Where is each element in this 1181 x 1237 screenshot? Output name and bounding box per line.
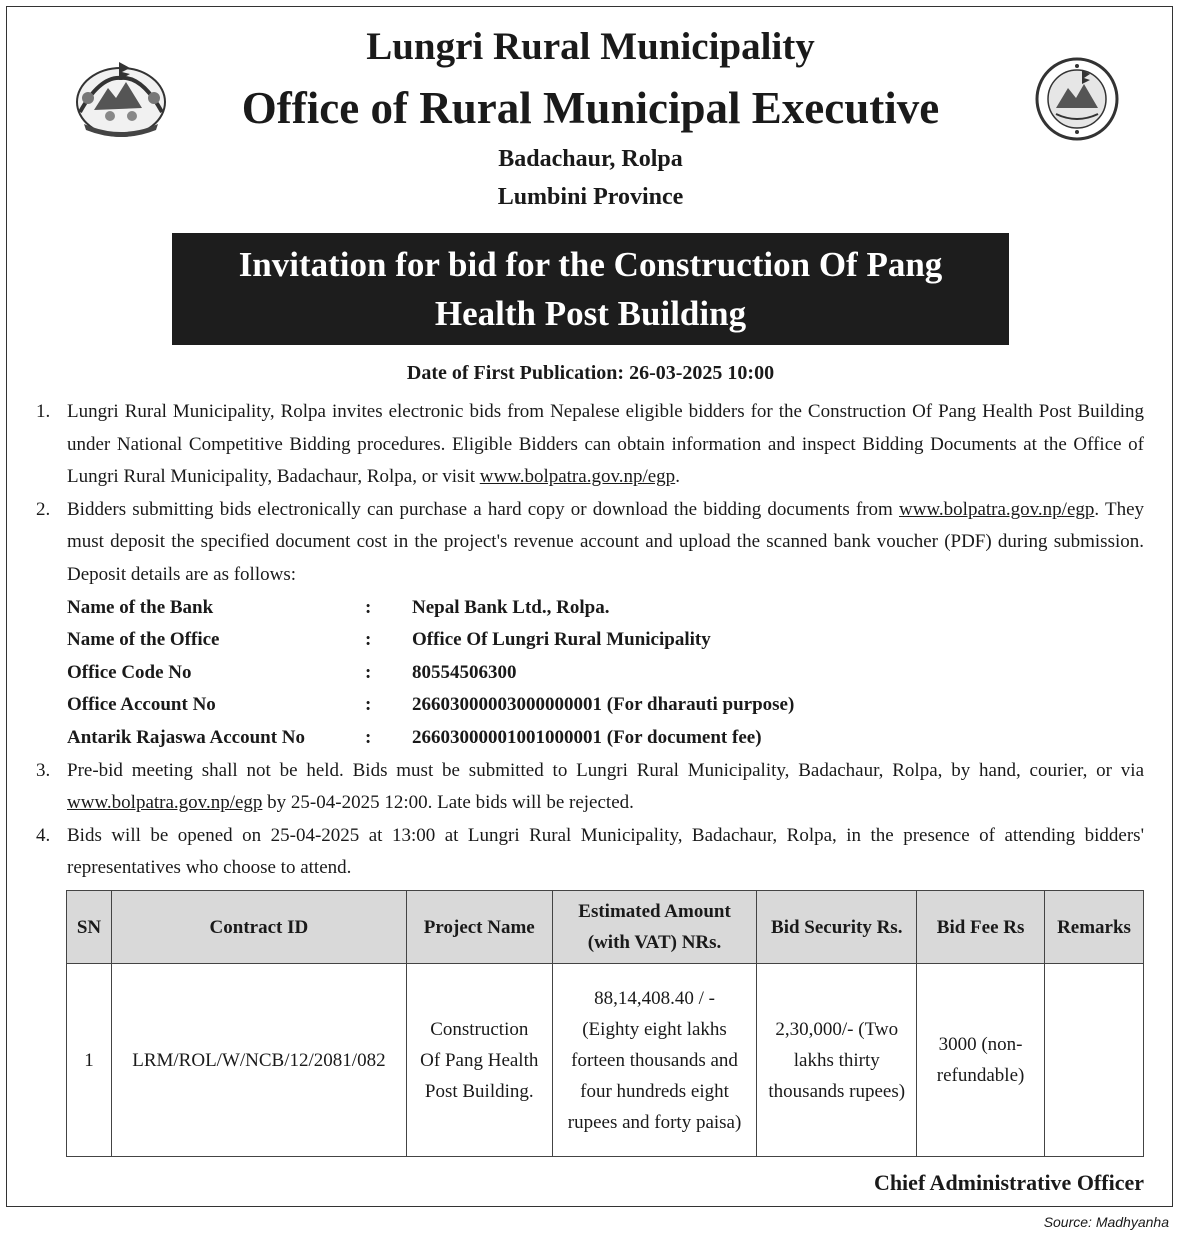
cell-remarks (1045, 964, 1144, 1157)
project-name-line: Of Pang Health (420, 1049, 539, 1071)
deposit-details (67, 592, 1144, 755)
cell-estimated-amount (552, 964, 757, 1157)
clause-text-end: . They must deposit the specified document cost in the project's revenue account and upload the scanned bank voucher (PDF) during submission. Deposit details are as follows: (67, 498, 1145, 585)
clause-3 (36, 755, 1144, 820)
fee-line: refundable) (936, 1065, 1025, 1086)
col-header-estimated-amount-line-2: (with VAT) NRs. (587, 932, 722, 953)
deposit-value: Nepal Bank Ltd., Rolpa. (412, 596, 610, 618)
deposit-label: Name of the Bank (67, 596, 214, 618)
col-header-bid-fee: Bid Fee Rs (917, 891, 1045, 964)
office-title: Office of Rural Municipal Executive (241, 83, 940, 133)
security-line: 2,30,000/- (Two (775, 1018, 899, 1040)
fee-line: 3000 (non- (938, 1034, 1023, 1055)
deposit-value: 26603000001001000001 (For document fee) (412, 726, 762, 748)
notice-body (36, 396, 1144, 885)
notice-title-banner (172, 233, 1009, 345)
amount-line: forteen thousands and (571, 1049, 738, 1071)
amount-line: 88,14,408.40 / - (594, 987, 715, 1009)
clause-number: 4. (36, 824, 51, 846)
amount-line: (Eighty eight lakhs (582, 1018, 727, 1040)
cell-contract-id: LRM/ROL/W/NCB/12/2081/082 (111, 964, 406, 1157)
table-header-row (67, 891, 1144, 964)
deposit-row-office-code (67, 657, 1144, 690)
col-header-project-name: Project Name (406, 891, 552, 964)
cell-bid-fee (917, 964, 1045, 1157)
clause-number: 2. (36, 498, 51, 520)
col-header-remarks: Remarks (1045, 891, 1144, 964)
table-row (67, 964, 1144, 1157)
office-province: Lumbini Province (497, 184, 684, 210)
deposit-colon: : (365, 629, 372, 651)
bid-table (66, 890, 1144, 1157)
egp-link[interactable]: www.bolpatra.gov.np/egp (898, 498, 1095, 520)
project-name-line: Construction (430, 1018, 529, 1040)
signatory-title: Chief Administrative Officer (873, 1170, 1144, 1195)
clause-text-end: . (675, 466, 680, 488)
banner-line-2: Health Post Building (434, 294, 747, 333)
amount-line: rupees and forty paisa) (567, 1111, 742, 1133)
clause-text-end: by 25-04-2025 12:00. Late bids will be rejected. (262, 792, 634, 814)
egp-link[interactable]: www.bolpatra.gov.np/egp (67, 792, 263, 814)
clause-2 (36, 494, 1144, 592)
deposit-row-office (67, 624, 1144, 657)
deposit-colon: : (365, 694, 372, 716)
clause-number: 3. (36, 759, 51, 781)
clause-text: Pre-bid meeting shall not be held. Bids must be submitted to Lungri Rural Municipality, Badachaur, Rolpa, by hand, courier, or via (67, 759, 1144, 781)
project-name-line: Post Building. (424, 1080, 534, 1102)
deposit-row-revenue-account (67, 722, 1144, 755)
deposit-value: Office Of Lungri Rural Municipality (412, 629, 711, 651)
amount-line: four hundreds eight (580, 1080, 729, 1102)
deposit-value: 80554506300 (412, 661, 517, 683)
col-header-contract-id: Contract ID (111, 891, 406, 964)
col-header-estimated-amount-line-1: Estimated Amount (578, 901, 731, 922)
clause-number: 1. (36, 401, 51, 422)
deposit-colon: : (365, 661, 372, 683)
col-header-sn: SN (67, 891, 112, 964)
deposit-label: Office Code No (67, 661, 192, 683)
source-credit: Source: Madhyanha (1043, 1214, 1169, 1230)
deposit-label: Name of the Office (67, 629, 220, 651)
clause-1 (36, 396, 1144, 494)
clause-text: Bidders submitting bids electronically can purchase a hard copy or download the bidding documents from (67, 498, 899, 520)
deposit-colon: : (365, 596, 372, 618)
deposit-label: Antarik Rajaswa Account No (67, 726, 306, 748)
col-header-estimated-amount (552, 891, 757, 964)
cell-sn: 1 (67, 964, 112, 1157)
col-header-bid-security: Bid Security Rs. (757, 891, 917, 964)
cell-bid-security (757, 964, 917, 1157)
clause-4 (36, 820, 1144, 885)
deposit-row-bank (67, 592, 1144, 625)
banner-line-1: Invitation for bid for the Construction Of Pang (238, 245, 943, 284)
security-line: lakhs thirty (793, 1049, 880, 1071)
deposit-colon: : (365, 726, 372, 748)
publication-date: Date of First Publication: 26-03-2025 10:00 (406, 362, 775, 384)
municipality-title: Lungri Rural Municipality (366, 25, 815, 68)
egp-link[interactable]: www.bolpatra.gov.np/egp (479, 466, 676, 488)
office-location: Badachaur, Rolpa (498, 146, 683, 172)
cell-project-name (406, 964, 552, 1157)
security-line: thousands rupees) (768, 1080, 906, 1102)
clause-text: Bids will be opened on 25-04-2025 at 13:00 at Lungri Rural Municipality, Badachaur, Rolpa, in the presence of attending bidders' representatives who choose to attend. (67, 824, 1144, 879)
clause-text: Lungri Rural Municipality, Rolpa invites electronic bids from Nepalese eligible bidders for the Construction Of Pang Health Post Building under National Competitive Bidding procedures. Eligible Bidders can obtain information and inspect Bidding Documents at the Office of Lungri Rural Municipality, Badachaur, Rolpa, or visit (67, 401, 1144, 488)
deposit-value: 26603000003000000001 (For dharauti purpose) (412, 694, 795, 716)
deposit-row-account (67, 689, 1144, 722)
deposit-label: Office Account No (67, 694, 216, 716)
